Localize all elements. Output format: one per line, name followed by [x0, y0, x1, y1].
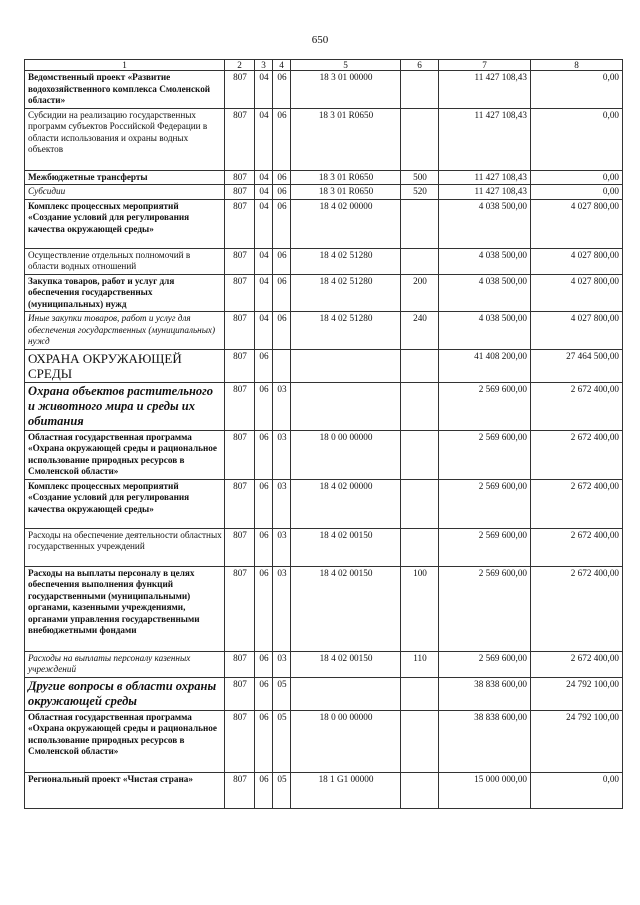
amount-year2-cell: 0,00 [531, 170, 623, 185]
amount-year2-cell: 2 672 400,00 [531, 651, 623, 677]
ministry-code-cell: 807 [225, 651, 255, 677]
target-article-cell: 18 3 01 00000 [291, 71, 401, 109]
row-name-cell: Субсидии на реализацию государственных программ субъектов Российской Федерации в области использования и охраны водных объектов [25, 108, 225, 170]
amount-year2-cell: 0,00 [531, 108, 623, 170]
row-name-cell: Комплекс процессных мероприятий «Создание условий для регулирования качества окружающей среды» [25, 479, 225, 528]
ministry-code-cell: 807 [225, 772, 255, 808]
row-name-cell: Ведомственный проект «Развитие водохозяйственного комплекса Смоленской области» [25, 71, 225, 109]
expense-type-cell [401, 430, 439, 479]
target-article-cell: 18 4 02 51280 [291, 312, 401, 350]
header-cell: 3 [255, 60, 273, 71]
amount-year1-cell: 11 427 108,43 [439, 71, 531, 109]
target-article-cell: 18 0 00 00000 [291, 430, 401, 479]
section-cell: 06 [255, 430, 273, 479]
subsection-cell: 06 [273, 248, 291, 274]
section-cell: 06 [255, 382, 273, 430]
table-row [25, 170, 623, 185]
amount-year1-cell: 38 838 600,00 [439, 710, 531, 772]
row-name-cell: Другие вопросы в области охраны окружающей среды [25, 677, 225, 710]
expense-type-cell [401, 382, 439, 430]
row-name-cell: Расходы на обеспечение деятельности областных государственных учреждений [25, 528, 225, 566]
subsection-cell: 03 [273, 382, 291, 430]
ministry-code-cell: 807 [225, 170, 255, 185]
target-article-cell: 18 3 01 R0650 [291, 108, 401, 170]
amount-year1-cell: 4 038 500,00 [439, 248, 531, 274]
expense-type-cell [401, 772, 439, 808]
subsection-cell: 05 [273, 772, 291, 808]
target-article-cell [291, 349, 401, 382]
row-name-cell: Расходы на выплаты персоналу в целях обеспечения выполнения функций государственными (муниципальными) органами, казенными учреждениями, органами управления государственными внебюджетными фондами [25, 566, 225, 651]
table-body [25, 71, 623, 809]
amount-year1-cell: 11 427 108,43 [439, 108, 531, 170]
ministry-code-cell: 807 [225, 382, 255, 430]
subsection-cell: 03 [273, 651, 291, 677]
expense-type-cell: 100 [401, 566, 439, 651]
section-cell: 04 [255, 170, 273, 185]
table-row [25, 349, 623, 382]
subsection-cell: 06 [273, 108, 291, 170]
section-cell: 06 [255, 528, 273, 566]
header-cell: 2 [225, 60, 255, 71]
table-row [25, 772, 623, 808]
target-article-cell: 18 4 02 00150 [291, 651, 401, 677]
expense-type-cell: 520 [401, 185, 439, 200]
expense-type-cell [401, 108, 439, 170]
row-name-cell: Областная государственная программа «Охрана окружающей среды и рациональное использование природных ресурсов в Смоленской области» [25, 710, 225, 772]
amount-year1-cell: 15 000 000,00 [439, 772, 531, 808]
expense-type-cell [401, 677, 439, 710]
expense-type-cell [401, 71, 439, 109]
amount-year1-cell: 38 838 600,00 [439, 677, 531, 710]
ministry-code-cell: 807 [225, 349, 255, 382]
target-article-cell: 18 4 02 00000 [291, 479, 401, 528]
amount-year2-cell: 0,00 [531, 71, 623, 109]
target-article-cell: 18 1 G1 00000 [291, 772, 401, 808]
ministry-code-cell: 807 [225, 199, 255, 248]
row-name-cell: Комплекс процессных мероприятий «Создание условий для регулирования качества окружающей среды» [25, 199, 225, 248]
amount-year1-cell: 11 427 108,43 [439, 170, 531, 185]
expense-type-cell: 240 [401, 312, 439, 350]
row-name-cell: Региональный проект «Чистая страна» [25, 772, 225, 808]
ministry-code-cell: 807 [225, 185, 255, 200]
header-cell: 5 [291, 60, 401, 71]
amount-year1-cell: 2 569 600,00 [439, 566, 531, 651]
amount-year2-cell: 2 672 400,00 [531, 566, 623, 651]
amount-year1-cell: 41 408 200,00 [439, 349, 531, 382]
row-name-cell: Субсидии [25, 185, 225, 200]
target-article-cell [291, 677, 401, 710]
subsection-cell: 03 [273, 528, 291, 566]
ministry-code-cell: 807 [225, 312, 255, 350]
section-cell: 04 [255, 199, 273, 248]
amount-year2-cell: 24 792 100,00 [531, 710, 623, 772]
ministry-code-cell: 807 [225, 677, 255, 710]
ministry-code-cell: 807 [225, 479, 255, 528]
table-row [25, 430, 623, 479]
table-row [25, 248, 623, 274]
target-article-cell: 18 4 02 51280 [291, 274, 401, 312]
table-row [25, 528, 623, 566]
table-row [25, 651, 623, 677]
target-article-cell: 18 4 02 51280 [291, 248, 401, 274]
section-cell: 04 [255, 248, 273, 274]
section-cell: 06 [255, 349, 273, 382]
amount-year2-cell: 4 027 800,00 [531, 274, 623, 312]
subsection-cell: 06 [273, 71, 291, 109]
budget-table [24, 59, 623, 809]
row-name-cell: Межбюджетные трансферты [25, 170, 225, 185]
section-cell: 06 [255, 651, 273, 677]
amount-year2-cell: 4 027 800,00 [531, 199, 623, 248]
row-name-cell: ОХРАНА ОКРУЖАЮЩЕЙ СРЕДЫ [25, 349, 225, 382]
target-article-cell: 18 4 02 00150 [291, 528, 401, 566]
amount-year1-cell: 4 038 500,00 [439, 312, 531, 350]
row-name-cell: Осуществление отдельных полномочий в области водных отношений [25, 248, 225, 274]
amount-year1-cell: 2 569 600,00 [439, 528, 531, 566]
subsection-cell: 06 [273, 185, 291, 200]
expense-type-cell [401, 479, 439, 528]
table-row [25, 185, 623, 200]
header-row [25, 60, 623, 71]
amount-year2-cell: 2 672 400,00 [531, 528, 623, 566]
section-cell: 04 [255, 312, 273, 350]
subsection-cell: 03 [273, 479, 291, 528]
ministry-code-cell: 807 [225, 430, 255, 479]
row-name-cell: Иные закупки товаров, работ и услуг для обеспечения государственных (муниципальных) нужд [25, 312, 225, 350]
target-article-cell [291, 382, 401, 430]
row-name-cell: Областная государственная программа «Охрана окружающей среды и рациональное использование природных ресурсов в Смоленской области» [25, 430, 225, 479]
header-cell: 4 [273, 60, 291, 71]
amount-year1-cell: 4 038 500,00 [439, 274, 531, 312]
table-row [25, 677, 623, 710]
subsection-cell: 03 [273, 430, 291, 479]
subsection-cell: 05 [273, 710, 291, 772]
expense-type-cell: 500 [401, 170, 439, 185]
target-article-cell: 18 3 01 R0650 [291, 170, 401, 185]
expense-type-cell: 110 [401, 651, 439, 677]
amount-year2-cell: 0,00 [531, 772, 623, 808]
table-row [25, 566, 623, 651]
section-cell: 06 [255, 772, 273, 808]
amount-year1-cell: 2 569 600,00 [439, 479, 531, 528]
amount-year1-cell: 2 569 600,00 [439, 430, 531, 479]
table-row [25, 479, 623, 528]
subsection-cell: 06 [273, 312, 291, 350]
amount-year1-cell: 2 569 600,00 [439, 382, 531, 430]
header-cell: 7 [439, 60, 531, 71]
ministry-code-cell: 807 [225, 248, 255, 274]
expense-type-cell [401, 710, 439, 772]
target-article-cell: 18 0 00 00000 [291, 710, 401, 772]
target-article-cell: 18 4 02 00000 [291, 199, 401, 248]
table-row [25, 382, 623, 430]
amount-year2-cell: 2 672 400,00 [531, 479, 623, 528]
subsection-cell: 06 [273, 274, 291, 312]
table-row [25, 108, 623, 170]
subsection-cell: 06 [273, 199, 291, 248]
row-name-cell: Расходы на выплаты персоналу казенных учреждений [25, 651, 225, 677]
row-name-cell: Охрана объектов растительного и животного мира и среды их обитания [25, 382, 225, 430]
section-cell: 04 [255, 71, 273, 109]
section-cell: 06 [255, 677, 273, 710]
amount-year2-cell: 0,00 [531, 185, 623, 200]
subsection-cell: 06 [273, 170, 291, 185]
subsection-cell [273, 349, 291, 382]
amount-year2-cell: 2 672 400,00 [531, 382, 623, 430]
ministry-code-cell: 807 [225, 710, 255, 772]
table-row [25, 71, 623, 109]
amount-year2-cell: 24 792 100,00 [531, 677, 623, 710]
target-article-cell: 18 3 01 R0650 [291, 185, 401, 200]
amount-year2-cell: 4 027 800,00 [531, 248, 623, 274]
table-row [25, 710, 623, 772]
header-cell: 6 [401, 60, 439, 71]
expense-type-cell [401, 349, 439, 382]
expense-type-cell [401, 248, 439, 274]
expense-type-cell [401, 528, 439, 566]
ministry-code-cell: 807 [225, 108, 255, 170]
section-cell: 06 [255, 479, 273, 528]
section-cell: 06 [255, 566, 273, 651]
target-article-cell: 18 4 02 00150 [291, 566, 401, 651]
amount-year1-cell: 4 038 500,00 [439, 199, 531, 248]
subsection-cell: 05 [273, 677, 291, 710]
subsection-cell: 03 [273, 566, 291, 651]
ministry-code-cell: 807 [225, 71, 255, 109]
amount-year1-cell: 2 569 600,00 [439, 651, 531, 677]
amount-year1-cell: 11 427 108,43 [439, 185, 531, 200]
table-row [25, 312, 623, 350]
section-cell: 06 [255, 710, 273, 772]
amount-year2-cell: 2 672 400,00 [531, 430, 623, 479]
header-cell: 8 [531, 60, 623, 71]
ministry-code-cell: 807 [225, 274, 255, 312]
header-cell: 1 [25, 60, 225, 71]
row-name-cell: Закупка товаров, работ и услуг для обеспечения государственных (муниципальных) нужд [25, 274, 225, 312]
page-number: 650 [311, 34, 329, 46]
section-cell: 04 [255, 108, 273, 170]
section-cell: 04 [255, 274, 273, 312]
ministry-code-cell: 807 [225, 566, 255, 651]
ministry-code-cell: 807 [225, 528, 255, 566]
expense-type-cell: 200 [401, 274, 439, 312]
table-row [25, 274, 623, 312]
expense-type-cell [401, 199, 439, 248]
table-row [25, 199, 623, 248]
amount-year2-cell: 27 464 500,00 [531, 349, 623, 382]
amount-year2-cell: 4 027 800,00 [531, 312, 623, 350]
section-cell: 04 [255, 185, 273, 200]
